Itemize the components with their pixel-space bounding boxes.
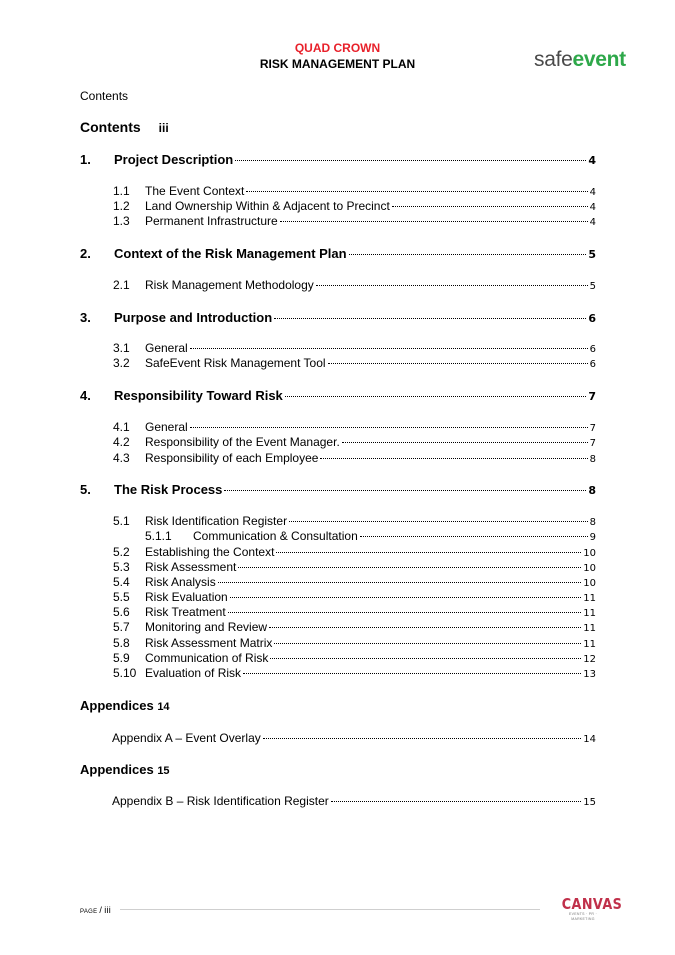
toc-page: 8	[589, 517, 596, 528]
appendices-heading	[80, 762, 170, 777]
toc-leader	[263, 738, 582, 739]
toc-page: 6	[588, 312, 596, 325]
toc-leader	[360, 536, 588, 537]
toc-leader	[235, 160, 586, 161]
toc-label: Communication & Consultation	[193, 529, 358, 543]
toc-page: 8	[589, 454, 596, 465]
toc-num: 2.1	[113, 278, 130, 292]
toc-page: 5	[588, 248, 596, 261]
toc-label: Appendix A – Event Overlay	[112, 731, 261, 745]
toc-num: 5.6	[113, 605, 130, 619]
contents-heading	[80, 119, 169, 135]
toc-leader	[270, 658, 581, 659]
toc-label: Permanent Infrastructure	[145, 214, 278, 228]
toc-leader	[285, 396, 587, 397]
toc-num: 3.1	[113, 341, 130, 355]
toc-num: 5.1	[113, 514, 130, 528]
toc-num: 3.2	[113, 356, 130, 370]
toc-entry[interactable]	[113, 451, 596, 465]
toc-entry[interactable]	[80, 482, 596, 497]
toc-entry[interactable]	[113, 184, 596, 198]
toc-num: 5.5	[113, 590, 130, 604]
toc-num: 1.1	[113, 184, 130, 198]
toc-entry[interactable]	[113, 278, 596, 292]
appendices-heading-label: Appendices	[80, 762, 154, 777]
toc-entry[interactable]	[113, 590, 596, 604]
toc-num: 5.1.1	[145, 529, 172, 543]
toc-entry[interactable]	[113, 636, 596, 650]
toc-num: 4.1	[113, 420, 130, 434]
toc-page: 6	[589, 344, 596, 355]
toc-label: Responsibility of each Employee	[145, 451, 319, 465]
toc-label: Evaluation of Risk	[145, 666, 242, 680]
toc-label: Risk Evaluation	[145, 590, 228, 604]
toc-leader	[246, 191, 587, 192]
toc-leader	[328, 363, 588, 364]
toc-num: 5.8	[113, 636, 130, 650]
toc-entry[interactable]	[113, 199, 596, 213]
toc-page: 12	[583, 654, 596, 665]
toc-num: 5.10	[113, 666, 137, 680]
toc-num: 4.2	[113, 435, 130, 449]
toc-label: General	[145, 420, 188, 434]
logo-event-text: event	[572, 48, 626, 71]
toc-num: 1.3	[113, 214, 130, 228]
toc-leader	[320, 458, 587, 459]
toc-page: 10	[583, 578, 596, 589]
toc-entry-appendix[interactable]	[112, 794, 596, 808]
toc-entry[interactable]	[145, 529, 596, 543]
toc-leader	[269, 627, 581, 628]
toc-num: 4.3	[113, 451, 130, 465]
toc-label: Risk Analysis	[145, 575, 216, 589]
toc-label: Responsibility of the Event Manager.	[145, 435, 340, 449]
canvas-logo-word: CANVAS	[561, 895, 623, 913]
toc-entry[interactable]	[113, 420, 596, 434]
toc-entry[interactable]	[80, 388, 596, 403]
toc-leader	[190, 427, 588, 428]
toc-num: 1.	[80, 152, 91, 167]
toc-label: Risk Identification Register	[145, 514, 288, 528]
toc-leader	[224, 490, 586, 491]
appendices-heading	[80, 698, 170, 713]
toc-label: Risk Assessment	[145, 560, 237, 574]
toc-entry[interactable]	[113, 435, 596, 449]
toc-entry[interactable]	[80, 152, 596, 167]
toc-page: 15	[583, 797, 596, 808]
toc-label: Context of the Risk Management Plan	[114, 246, 347, 261]
toc-leader	[331, 801, 581, 802]
toc-leader	[190, 348, 588, 349]
toc-page: 6	[589, 359, 596, 370]
footer-divider	[120, 909, 540, 910]
toc-entry[interactable]	[113, 356, 596, 370]
toc-num: 5.	[80, 482, 91, 497]
appendices-heading-page: 15	[157, 765, 170, 777]
toc-page: 4	[589, 217, 596, 228]
contents-heading-label: Contents	[80, 119, 141, 135]
toc-entry[interactable]	[80, 310, 596, 325]
toc-entry[interactable]	[113, 575, 596, 589]
toc-entry[interactable]	[113, 620, 596, 634]
toc-page: 4	[589, 187, 596, 198]
toc-page: 11	[583, 593, 596, 604]
toc-page: 14	[583, 734, 596, 745]
toc-label: Purpose and Introduction	[114, 310, 273, 325]
appendices-heading-page: 14	[157, 701, 170, 713]
toc-leader	[274, 643, 581, 644]
toc-leader	[243, 673, 581, 674]
appendices-heading-label: Appendices	[80, 698, 154, 713]
toc-num: 3.	[80, 310, 91, 325]
toc-num: 1.2	[113, 199, 130, 213]
toc-leader	[280, 221, 588, 222]
toc-num: 4.	[80, 388, 91, 403]
toc-label: Communication of Risk	[145, 651, 269, 665]
toc-page: 11	[583, 608, 596, 619]
toc-entry[interactable]	[113, 341, 596, 355]
safeevent-logo	[534, 48, 626, 72]
toc-page: 7	[589, 438, 596, 449]
toc-leader	[228, 612, 582, 613]
toc-page: 4	[588, 154, 596, 167]
toc-page: 10	[583, 548, 596, 559]
toc-leader	[230, 597, 582, 598]
toc-page: 7	[588, 390, 596, 403]
toc-leader	[392, 206, 588, 207]
toc-entry-appendix[interactable]	[112, 731, 596, 745]
toc-entry[interactable]	[113, 666, 596, 680]
toc-entry[interactable]	[113, 651, 596, 665]
toc-num: 2.	[80, 246, 91, 261]
toc-label: Risk Assessment Matrix	[145, 636, 273, 650]
logo-safe-text: safe	[534, 48, 573, 71]
toc-leader	[316, 285, 588, 286]
contents-label: Contents	[80, 89, 129, 103]
toc-leader	[289, 521, 588, 522]
toc-leader	[238, 567, 581, 568]
toc-entry[interactable]	[113, 605, 596, 619]
toc-label: The Event Context	[145, 184, 245, 198]
document-title: RISK MANAGEMENT PLAN	[259, 57, 416, 71]
toc-entry[interactable]	[113, 545, 596, 559]
toc-label: Responsibility Toward Risk	[114, 388, 283, 403]
toc-leader	[342, 442, 588, 443]
contents-heading-page: iii	[158, 121, 169, 135]
toc-page: 9	[589, 532, 596, 543]
toc-num: 5.9	[113, 651, 130, 665]
toc-entry[interactable]	[80, 246, 596, 261]
canvas-logo-tagline: EVENTS · PR · MARKETING	[568, 912, 597, 921]
footer-page-sep: /	[99, 905, 103, 915]
toc-page: 7	[589, 423, 596, 434]
toc-label: Project Description	[114, 152, 234, 167]
toc-label: Risk Management Methodology	[145, 278, 314, 292]
toc-label: Monitoring and Review	[145, 620, 268, 634]
toc-page: 4	[589, 202, 596, 213]
toc-num: 5.4	[113, 575, 130, 589]
toc-num: 5.2	[113, 545, 130, 559]
toc-leader	[218, 582, 582, 583]
toc-entry[interactable]	[113, 514, 596, 528]
toc-leader	[276, 552, 581, 553]
toc-entry[interactable]	[113, 560, 596, 574]
toc-page: 5	[589, 281, 596, 292]
toc-num: 5.7	[113, 620, 130, 634]
canvas-logo	[558, 895, 623, 922]
footer-page-number	[80, 905, 111, 915]
toc-leader	[349, 254, 587, 255]
toc-page: 10	[583, 563, 596, 574]
toc-label: SafeEvent Risk Management Tool	[145, 356, 326, 370]
toc-label: Appendix B – Risk Identification Register	[112, 794, 329, 808]
toc-label: Land Ownership Within & Adjacent to Precinct	[145, 199, 390, 213]
toc-page: 13	[583, 669, 596, 680]
toc-label: The Risk Process	[114, 482, 223, 497]
toc-entry[interactable]	[113, 214, 596, 228]
footer-page-value: iii	[104, 905, 112, 915]
client-name: QUAD CROWN	[294, 41, 381, 55]
footer-page-label: PAGE	[80, 909, 98, 915]
toc-page: 11	[583, 623, 596, 634]
toc-num: 5.3	[113, 560, 130, 574]
toc-leader	[274, 318, 586, 319]
toc-label: General	[145, 341, 188, 355]
toc-label: Establishing the Context	[145, 545, 275, 559]
toc-page: 11	[583, 639, 596, 650]
toc-label: Risk Treatment	[145, 605, 226, 619]
toc-page: 8	[588, 484, 596, 497]
